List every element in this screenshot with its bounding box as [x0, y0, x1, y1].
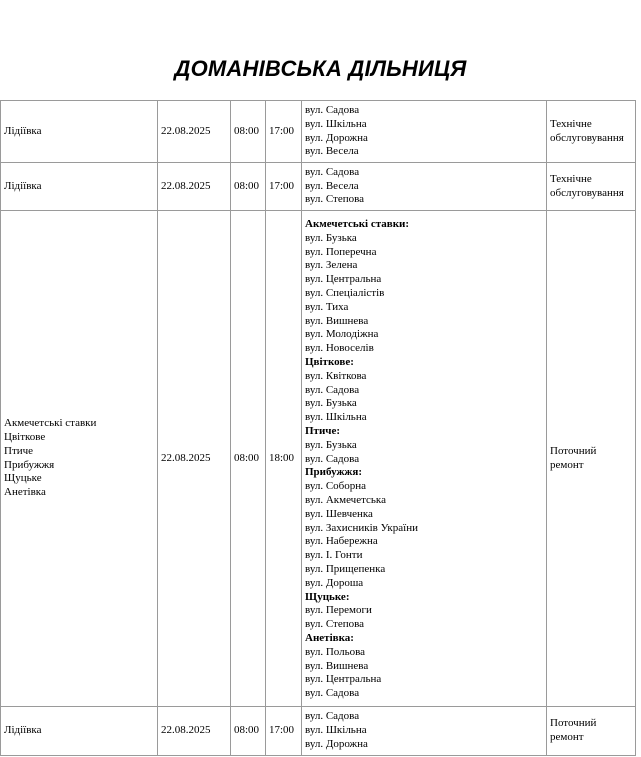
cell-line: вул. Поперечна [305, 245, 377, 258]
cell-line: вул. Дороша [305, 576, 364, 589]
cell-line: вул. Вишнева [305, 659, 369, 672]
cell-line: вул. Бузька [305, 438, 357, 451]
work-type-cell [547, 211, 636, 707]
cell-line: вул. Шкільна [305, 411, 367, 424]
cell-line: вул. Садова [305, 383, 360, 396]
date-cell: 22.08.2025 [158, 163, 231, 211]
streets-cell [302, 163, 547, 211]
cell-line: вул. Дорожна [305, 737, 368, 750]
date-cell: 22.08.2025 [158, 707, 231, 756]
cell-line: Цвіткове: [305, 356, 354, 369]
cell-line: Лідіївка [4, 179, 42, 192]
cell-line: вул. І. Гонти [305, 549, 363, 562]
cell-line: Поточний [550, 444, 597, 457]
cell-line: вул. Зелена [305, 259, 358, 272]
cell-line: вул. Набережна [305, 535, 378, 548]
cell-line: вул. Молодіжна [305, 328, 379, 341]
cell-line: вул. Акмечетська [305, 493, 386, 506]
work-type-cell [547, 707, 636, 756]
end-time-cell: 17:00 [266, 163, 302, 211]
end-time-cell: 17:00 [266, 707, 302, 756]
cell-line: Щуцьке: [305, 590, 350, 603]
work-type-cell [547, 163, 636, 211]
cell-line: вул. Соборна [305, 480, 367, 493]
cell-line: вул. Захисників України [305, 521, 418, 534]
cell-line: вул. Польова [305, 645, 366, 658]
cell-line: вул. Вишнева [305, 314, 369, 327]
page-title: ДОМАНІВСЬКА ДІЛЬНИЦЯ [174, 56, 467, 81]
cell-line: Птиче [4, 444, 34, 457]
cell-line: вул. Квіткова [305, 369, 367, 382]
start-time-cell: 08:00 [231, 101, 266, 163]
cell-line: Анетівка [4, 486, 46, 499]
cell-line: вул. Садова [305, 103, 360, 116]
outage-schedule-table [0, 100, 636, 756]
cell-line: вул. Шкільна [305, 724, 367, 737]
cell-line: вул. Степова [305, 193, 365, 206]
cell-line: вул. Новоселів [305, 342, 374, 355]
cell-line: Прибужжя [4, 458, 55, 471]
cell-line: вул. Садова [305, 165, 360, 178]
start-time-cell: 08:00 [231, 211, 266, 707]
end-time-cell: 17:00 [266, 101, 302, 163]
cell-line: вул. Садова [305, 710, 360, 723]
date-cell: 22.08.2025 [158, 101, 231, 163]
location-cell [1, 211, 158, 707]
start-time-cell: 08:00 [231, 707, 266, 756]
cell-line: ремонт [550, 458, 584, 471]
end-time-cell: 18:00 [266, 211, 302, 707]
start-time-cell: 08:00 [231, 163, 266, 211]
cell-line: Акмечетські ставки: [305, 218, 410, 231]
table-row [1, 101, 636, 163]
location-cell [1, 707, 158, 756]
work-type-cell [547, 101, 636, 163]
cell-line: вул. Спеціалістів [305, 287, 385, 300]
cell-line: Технічне [550, 172, 592, 185]
cell-line: вул. Садова [305, 687, 360, 700]
location-cell [1, 101, 158, 163]
cell-line: вул. Степова [305, 618, 365, 631]
cell-line: Технічне [550, 117, 592, 130]
cell-line: вул. Прищепенка [305, 562, 386, 575]
streets-cell [302, 101, 547, 163]
cell-line: вул. Центральна [305, 673, 382, 686]
date-cell: 22.08.2025 [158, 211, 231, 707]
cell-line: Анетівка: [305, 631, 354, 644]
cell-line: Лідіївка [4, 724, 42, 737]
cell-line: вул. Бузька [305, 397, 357, 410]
cell-line: вул. Бузька [305, 231, 357, 244]
cell-line: Щуцьке [4, 472, 42, 485]
cell-line: вул. Весела [305, 145, 359, 158]
streets-cell [302, 707, 547, 756]
location-cell [1, 163, 158, 211]
cell-line: Лідіївка [4, 124, 42, 137]
cell-line: обслуговування [550, 186, 624, 199]
cell-line: обслуговування [550, 131, 624, 144]
cell-line: Цвіткове [4, 430, 46, 443]
cell-line: вул. Шевченка [305, 507, 373, 520]
cell-line: Прибужжя: [305, 466, 363, 479]
cell-line: вул. Тиха [305, 300, 349, 313]
cell-line: вул. Перемоги [305, 604, 372, 617]
cell-line: вул. Весела [305, 179, 359, 192]
cell-line: Поточний [550, 717, 597, 730]
cell-line: вул. Садова [305, 452, 360, 465]
cell-line: вул. Шкільна [305, 117, 367, 130]
table-row [1, 211, 636, 707]
cell-line: вул. Дорожна [305, 131, 368, 144]
table-row [1, 707, 636, 756]
table-row [1, 163, 636, 211]
cell-line: ремонт [550, 731, 584, 743]
cell-line: Птиче: [305, 425, 341, 437]
streets-cell [302, 211, 547, 707]
cell-line: Акмечетські ставки [4, 417, 97, 430]
cell-line: вул. Центральна [305, 273, 382, 286]
